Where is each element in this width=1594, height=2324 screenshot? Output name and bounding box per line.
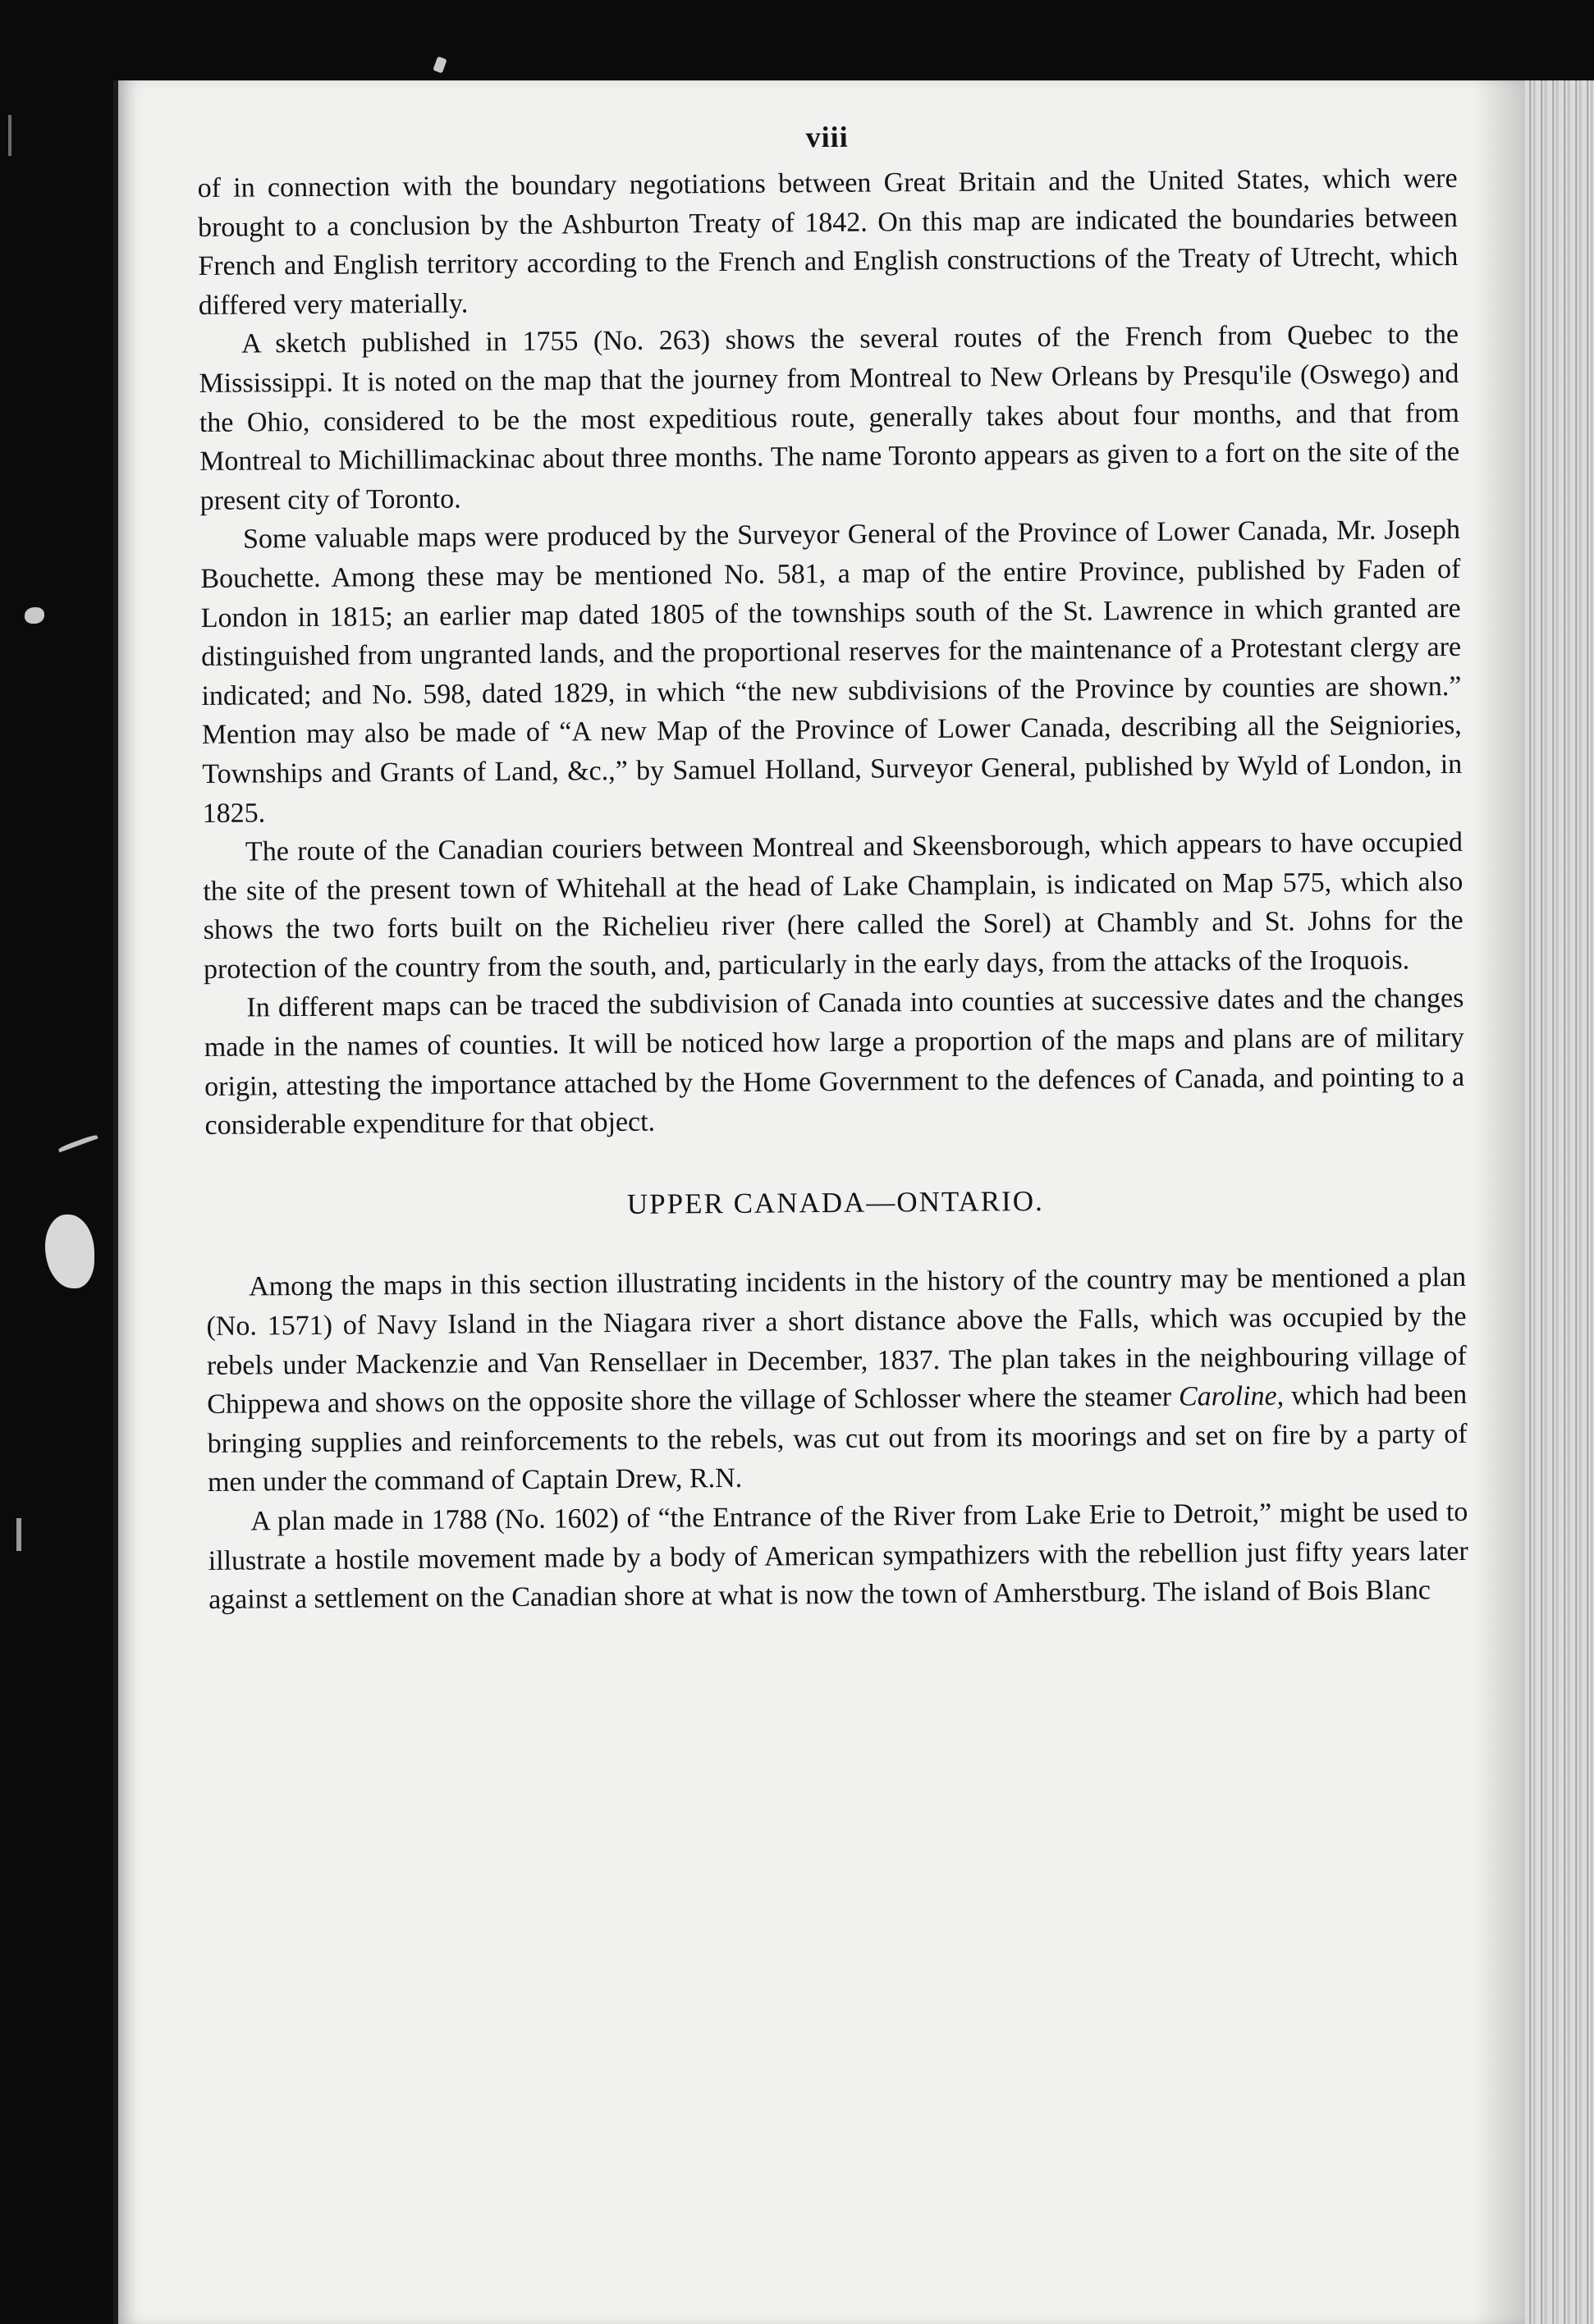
page-number: viii <box>805 120 849 154</box>
paragraph-5: In different maps can be traced the subdivision of Canada into counties at successive dates and the changes made in the names of counties. It will be noticed how large a proportion of the maps and plans are of military origin, attesting the importance attached by the Home Government to the defences of Canada, and pointing to a considerable expenditure for that object. <box>204 983 1465 1141</box>
paragraph-6-text-b: , which had been bringing supplies and reinforcements to the rebels, was cut out from its moorings and set on fire by a party of men under the command of Captain Drew, R.N. <box>207 1379 1468 1498</box>
paragraph-3: Some valuable maps were produced by the Surveyor General of the Province of Lower Canada, Mr. Joseph Bouchette. Among these may be mentioned No. 581, a map of the entire Province, published by Faden of London in 1815; an earlier map dated 1805 of the townships south of the St. Lawrence in which granted are distinguished from ungranted lands, and the proportional reserves for the maintenance of a Protestant clergy are indicated; and No. 598, dated 1829, in which “the new subdivisions of the Province by counties are shown.” Mention may also be made of “A new Map of the Province of Lower Canada, describing all the Seigniories, Townships and Grants of Land, &c.,” by Samuel Holland, Surveyor General, published by Wyld of London, in 1825. <box>200 515 1463 829</box>
paragraph-4: The route of the Canadian couriers between Montreal and Skeensborough, which appears to have occupied the site of the present town of Whitehall at the head of Lake Champlain, is indicated on Map 575, which also shows the two forts built on the Richelieu river (here called the Sorel) at Chambly and St. Johns for the protection of the country from the south, and, particularly in the early days, from the attacks of the Iroquois. <box>203 827 1463 985</box>
page-gutter-shadow <box>1473 80 1530 2324</box>
paragraph-7: A plan made in 1788 (No. 1602) of “the Entrance of the River from Lake Erie to Detroit,” might be used to illustrate a hostile movement made by a body of American sympathizers with the rebellion just fifty years later against a settlement on the Canadian shore at what is now the town of Amherstburg. The island of Bois Blanc <box>208 1496 1468 1616</box>
scan-speck <box>25 607 44 624</box>
scan-speck <box>57 1134 98 1153</box>
scan-speck <box>433 56 447 73</box>
paragraph-6 <box>206 1258 1468 1503</box>
section-heading: UPPER CANADA—ONTARIO. <box>626 1184 1044 1220</box>
paragraph-1: of in connection with the boundary negotiations between Great Britain and the United States, which were brought to a conclusion by the Ashburton Treaty of 1842. On this map are indicated the boundaries between French and English territory according to the French and English constructions of the Treaty of Utrecht, which differed very materially. <box>197 162 1459 321</box>
ship-name: Caroline <box>1178 1380 1277 1412</box>
scan-speck <box>45 1215 94 1288</box>
page-edges-stack <box>1525 80 1594 2324</box>
paragraph-2: A sketch published in 1755 (No. 263) shows the several routes of the French from Quebec to the Mississippi. It is noted on the map that the journey from Montreal to New Orleans by Presqu'ile (Oswego) and the Ohio, considered to be the most expeditious route, generally takes about four months, and that from Montreal to Michillimackinac about three months. The name Toronto appears as given to a fort on the site of the present city of Toronto. <box>199 319 1460 516</box>
scan-speck <box>16 1518 21 1551</box>
page-text-block <box>197 113 1468 1620</box>
paragraph-6-text-a: Among the maps in this section illustrating incidents in the history of the country may be mentioned a plan (No. 1571) of Navy Island in the Niagara river a short distance above the Falls, which was occupied by the rebels under Mackenzie and Van Rensellaer in December, 1837. The plan takes in the neighbouring village of Chippewa and shows on the opposite shore the village of Schlosser where the steamer <box>206 1262 1467 1420</box>
scan-speck <box>8 115 11 156</box>
